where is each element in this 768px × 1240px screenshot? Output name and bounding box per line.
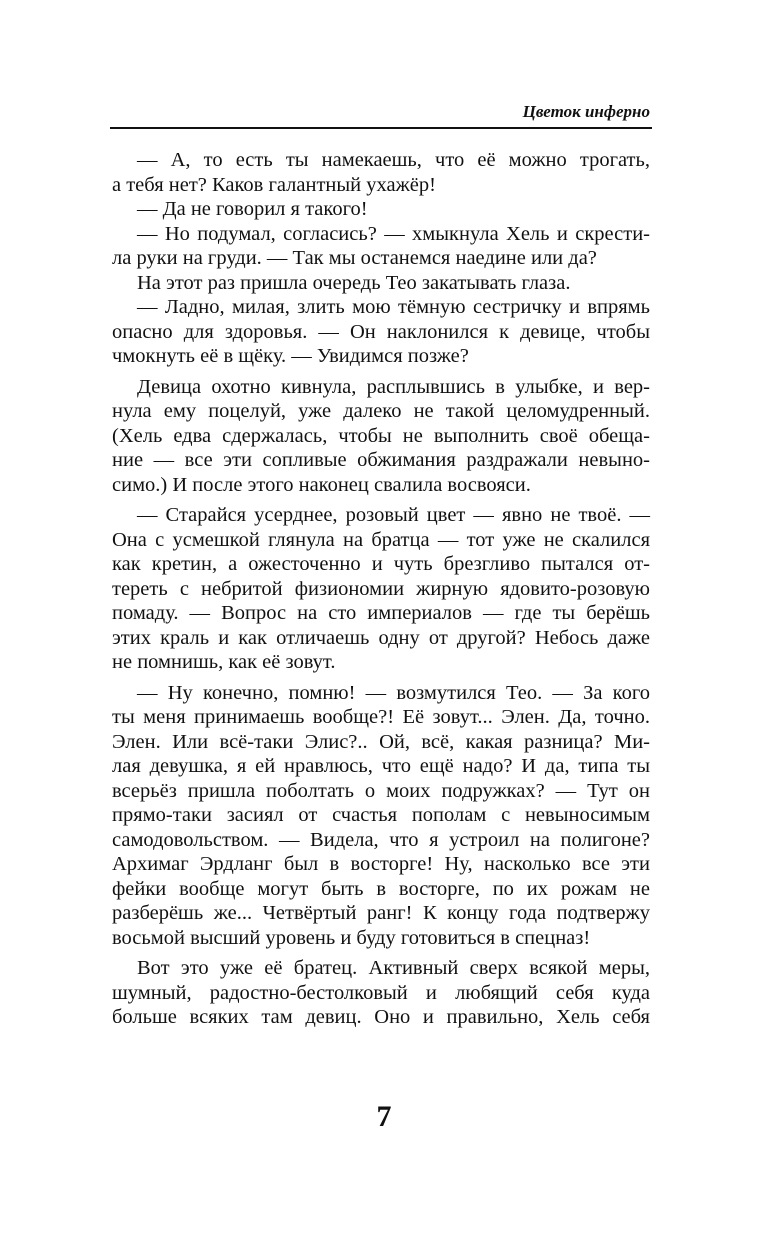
paragraph [112, 681, 650, 951]
text-line: Вот это уже её братец. Активный сверх всякой меры, [137, 957, 650, 979]
text-line: всерьёз пришла поболтать о моих подружках? — Тут он [112, 779, 650, 802]
body-text [112, 148, 650, 1030]
text-line: самодовольством. — Видела, что я устроил на полигоне? [112, 828, 650, 851]
text-line: — Да не говорил я такого! [137, 198, 368, 220]
text-line: — Ладно, милая, злить мою тёмную сестричку и впрямь [137, 296, 650, 318]
text-line: не помнишь, как её зовут. [112, 651, 336, 673]
book-title: Цветок инферно [522, 102, 650, 121]
text-line: помаду. — Вопрос на сто империалов — где ты берёшь [112, 602, 650, 624]
text-line: как кретин, а ожесточенно и чуть брезгливо пытался от- [112, 553, 650, 575]
text-line: — А, то есть ты намекаешь, что её можно трогать, [137, 149, 650, 171]
paragraph [112, 197, 650, 222]
paragraph [112, 295, 650, 369]
paragraph [112, 956, 650, 1030]
text-line: Девица охотно кивнула, расплывшись в улыбке, и вер- [137, 375, 650, 398]
running-header [110, 100, 652, 129]
text-line: На этот раз пришла очередь Тео закатывать глаза. [137, 271, 571, 294]
paragraph [112, 222, 650, 271]
paragraph [112, 503, 650, 675]
text-line: этих краль и как отличаешь одну от другой? Небось даже [112, 626, 650, 649]
paragraph [112, 375, 650, 498]
text-line: Архимаг Эрдланг был в восторге! Ну, насколько все эти [112, 853, 650, 875]
text-line: нула ему поцелуй, уже далеко не такой целомудренный. [112, 400, 650, 422]
text-line: опасно для здоровья. — Он наклонился к девице, чтобы [112, 320, 650, 343]
page-number: 7 [376, 1100, 392, 1133]
text-line: разберёшь же... Четвёртый ранг! К концу года подтвержу [112, 902, 650, 924]
text-line: — Но подумал, согласись? — хмыкнула Хель и скрести- [137, 222, 650, 245]
text-line: тереть с небритой физиономии жирную ядовито-розовую [112, 577, 650, 600]
text-line: — Ну конечно, помню! — возмутился Тео. — За кого [137, 681, 650, 704]
text-line: ние — все эти сопливые обжимания раздражали невыно- [112, 449, 650, 471]
text-line: шумный, радостно-бестолковый и любящий себя куда [112, 981, 650, 1004]
text-line: восьмой высший уровень и буду готовиться в спецназ! [112, 926, 591, 949]
text-line: больше всяких там девиц. Оно и правильно, Хель себя [112, 1006, 650, 1028]
text-line: фейки вообще могут быть в восторге, по их рожам не [112, 877, 650, 900]
text-line: ты меня принимаешь вообще?! Её зовут... Элен. Да, точно. [112, 706, 650, 728]
text-line: а тебя нет? Каков галантный ухажёр! [112, 173, 436, 196]
text-line: симо.) И после этого наконец свалила восвояси. [112, 473, 531, 496]
text-line: Элен. Или всё-таки Элис?.. Ой, всё, какая разница? Ми- [112, 730, 650, 753]
text-line: Она с усмешкой глянула на братца — тот уже не скалился [112, 528, 650, 551]
text-line: — Старайся усерднее, розовый цвет — явно не твоё. — [137, 504, 650, 526]
text-line: лая девушка, я ей нравлюсь, что ещё надо? И да, типа ты [112, 755, 650, 777]
text-line: чмокнуть её в щёку. — Увидимся позже? [112, 345, 469, 367]
paragraph [112, 148, 650, 197]
text-line: ла руки на груди. — Так мы останемся наедине или да? [112, 247, 597, 269]
text-line: (Хель едва сдержалась, чтобы не выполнить своё обеща- [112, 424, 650, 447]
text-line: прямо-таки засиял от счастья пополам с невыносимым [112, 804, 650, 826]
paragraph [112, 271, 650, 296]
